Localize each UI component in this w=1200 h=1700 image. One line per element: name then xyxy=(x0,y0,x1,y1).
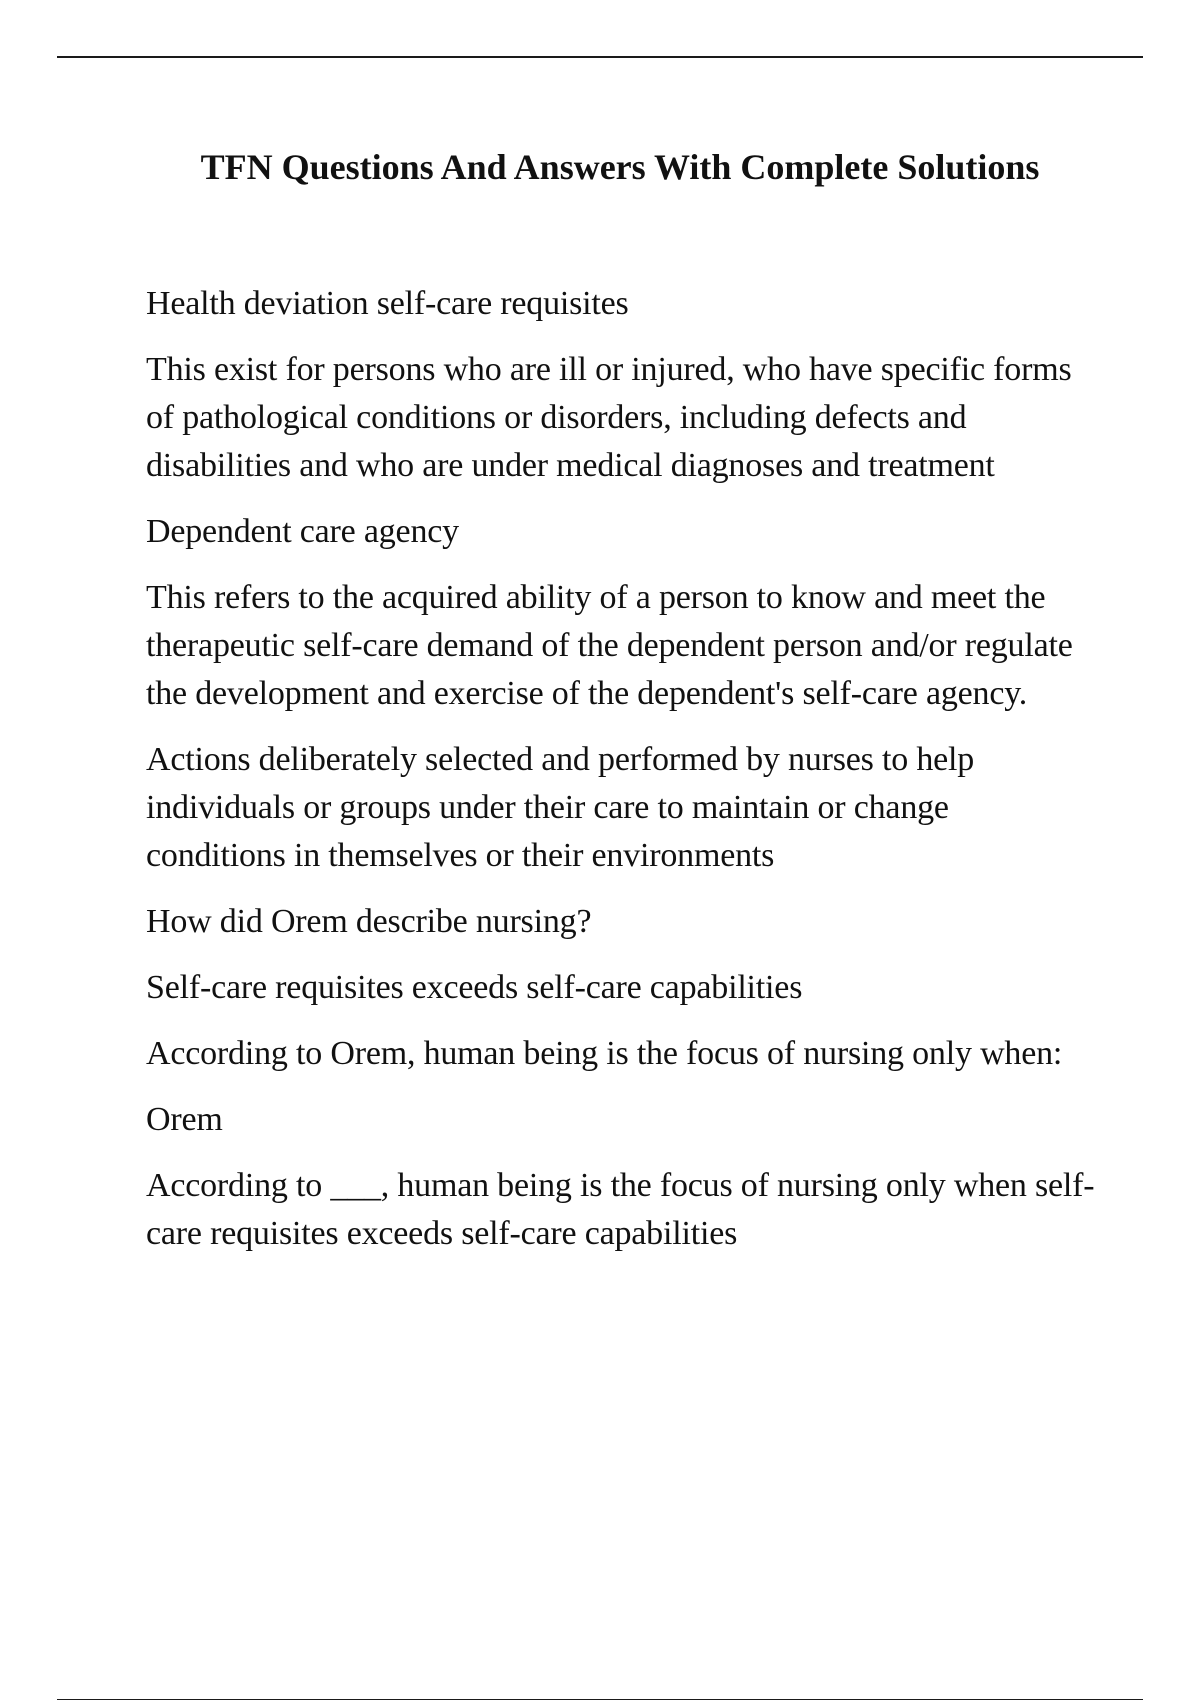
term-health-deviation: Health deviation self-care requisites xyxy=(146,285,629,322)
definition-health-deviation: This exist for persons who are ill or injured, who have specific forms of pathological conditions or disorders, including defects and disabilities and who are under medical diagnoses and treatment xyxy=(146,351,1072,484)
top-divider xyxy=(57,56,1143,58)
question-human-being-focus: According to Orem, human being is the focus of nursing only when: xyxy=(146,1035,1063,1072)
answer-nursing-actions: Actions deliberately selected and performed by nurses to help individuals or groups under their care to maintain or change conditions in themselves or their environments xyxy=(146,741,975,874)
term-dependent-care-agency: Dependent care agency xyxy=(146,513,459,550)
document-body xyxy=(146,280,1096,1276)
question-fill-in-blank: According to ___, human being is the focus of nursing only when self-care requisites exceeds self-care capabilities xyxy=(146,1167,1095,1252)
answer-self-care-requisites: Self-care requisites exceeds self-care capabilities xyxy=(146,969,803,1006)
answer-orem: Orem xyxy=(146,1101,223,1138)
question-orem-describe-nursing: How did Orem describe nursing? xyxy=(146,903,592,940)
document-title: TFN Questions And Answers With Complete Solutions xyxy=(200,147,1040,187)
definition-dependent-care-agency: This refers to the acquired ability of a person to know and meet the therapeutic self-care demand of the dependent person and/or regulate the development and exercise of the dependent's self-care agency. xyxy=(146,579,1073,712)
